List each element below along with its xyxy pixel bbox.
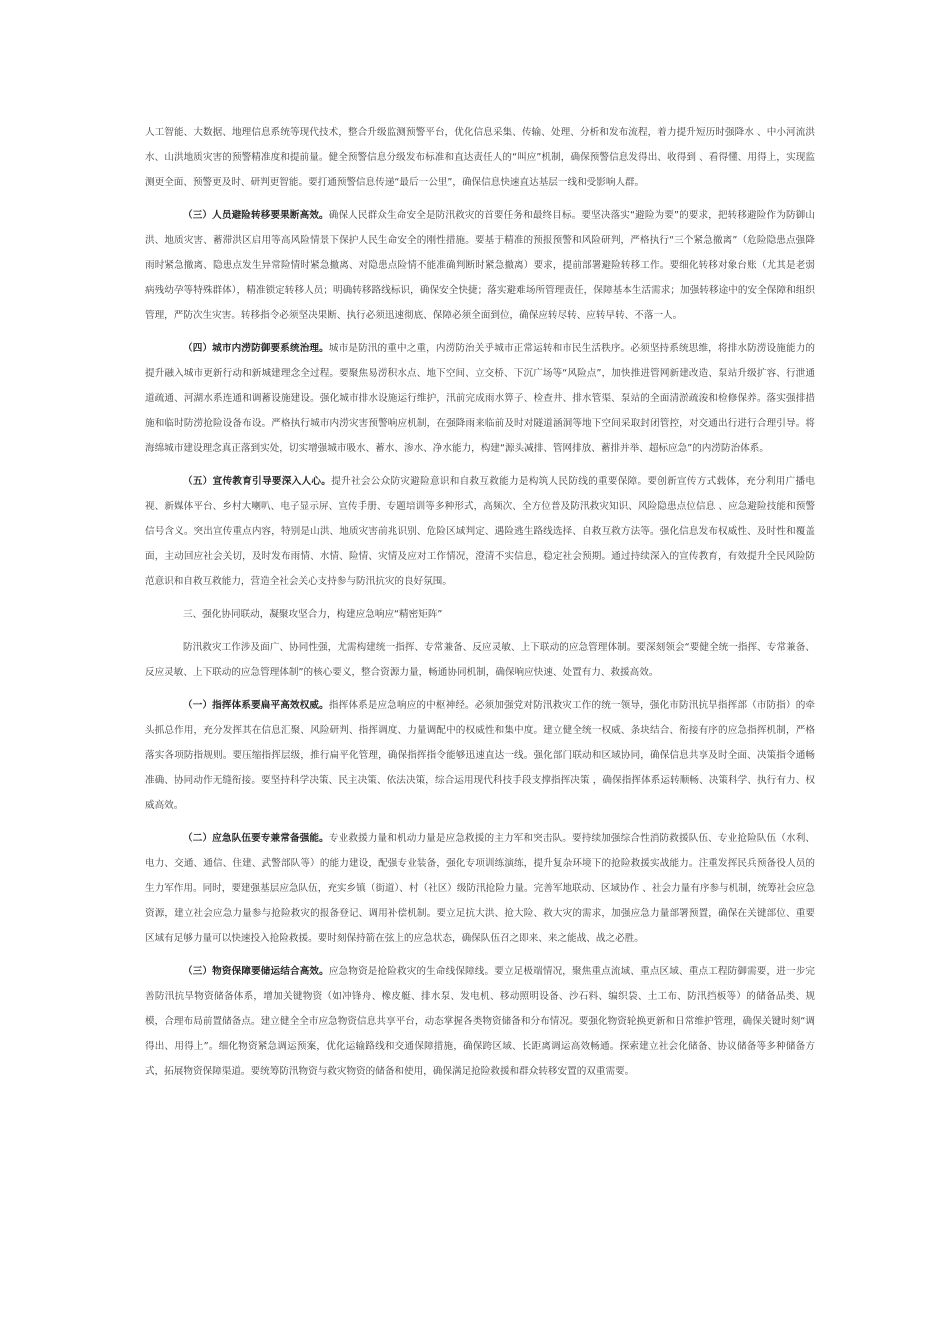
paragraph-lead: （三）人员避险转移要果断高效。 bbox=[183, 210, 329, 221]
paragraph-body: 应急物资是抢险救灾的生命线保障线。要立足极端情况，聚焦重点流域、重点区域、重点工程防御需要，进一步完善防汛抗旱物资储备体系，增加关键物资（如冲锋舟、橡皮艇、排水泵、发电机、移动照明设备、沙石料、编织袋、土工布、防汛挡板等）的储备品类、规模，合理布局前置储备点。建立健全全市应急物资信息共享平台，动态掌握各类物资储备和分布情况。要强化物资轮换更新和日常维护管理，确保关键时刻“调得出、用得上”。细化物资紧急调运预案，优化运输路线和交通保障措施，确保跨区域、长距离调运高效畅通。探索建立社会化储备、协议储备等多种储备方式，拓展物资保障渠道。要统筹防汛物资与救灾物资的储备和使用，确保满足抢险救援和群众转移安置的双重需要。 bbox=[145, 966, 816, 1077]
paragraph-lead: （一）指挥体系要扁平高效权威。 bbox=[183, 700, 329, 711]
paragraph-material-support bbox=[145, 959, 815, 1084]
paragraph-lead: （四）城市内涝防御要系统治理。 bbox=[183, 343, 329, 354]
paragraph-urban-waterlogging bbox=[145, 336, 815, 461]
paragraph-lead: （三）物资保障要储运结合高效。 bbox=[183, 966, 329, 977]
paragraph-lead: （二）应急队伍要专兼常备强能。 bbox=[183, 833, 329, 844]
section-heading: 三、强化协同联动，凝聚攻坚合力，构建应急响应“精密矩阵” bbox=[183, 609, 443, 620]
paragraph-emergency-teams bbox=[145, 826, 815, 951]
document-page bbox=[145, 120, 815, 1084]
paragraph-command-system bbox=[145, 693, 815, 818]
paragraph-body: 确保人民群众生命安全是防汛救灾的首要任务和最终目标。要坚决落实“避险为要”的要求，把转移避险作为防御山洪、地质灾害、蓄滞洪区启用等高风险情景下保护人民生命安全的刚性措施。要基于精准的预报预警和风险研判，严格执行“三个紧急撤离”（危险隐患点强降雨时紧急撤离、隐患点发生异常险情时紧急撤离、对隐患点险情不能准确判断时紧急撤离）要求，提前部署避险转移工作。要细化转移对象台账（尤其是老弱病残幼孕等特殊群体），精准锁定转移人员；明确转移路线标识，确保安全快捷；落实避难场所管理责任，保障基本生活需求；加强转移途中的安全保障和组织管理，严防次生灾害。转移指令必须坚决果断、执行必须迅速彻底、保障必须全面到位，确保应转尽转、应转早转、不落一人。 bbox=[145, 210, 815, 321]
section-intro-paragraph: 防汛救灾工作涉及面广、协同性强，尤需构建统一指挥、专常兼备、反应灵敏、上下联动的应急管理体制。要深刻领会“要健全统一指挥、专常兼备、反应灵敏、上下联动的应急管理体制”的核心要义，整合资源力量，畅通协同机制，确保响应快速、处置有力、救援高效。 bbox=[145, 642, 815, 678]
paragraph-evacuation bbox=[145, 203, 815, 328]
paragraph-publicity-education bbox=[145, 469, 815, 594]
intro-paragraph: 人工智能、大数据、地理信息系统等现代技术，整合升级监测预警平台，优化信息采集、传输、处理、分析和发布流程，着力提升短历时强降水 、中小河流洪水、山洪地质灾害的预警精准度和提前量。健全预警信息分级发布标准和直达责任人的“叫应”机制，确保预警信息发得出、收得到 、看得懂、用得上，实现监测更全面、预警更及时、研判更智能。要打通预警信息传递“最后一公里”，确保信息快速直达基层一线和受影响人群。 bbox=[145, 127, 815, 188]
paragraph-body: 专业救援力量和机动力量是应急救援的主力军和突击队。要持续加强综合性消防救援队伍、专业抢险队伍（水利、电力、交通、通信、住建、武警部队等）的能力建设，配强专业装备，强化专项训练演练，提升复杂环境下的抢险救援实战能力。注重发挥民兵预备役人员的生力军作用。同时，要建强基层应急队伍，充实乡镇（街道）、村（社区）级防汛抢险力量。完善军地联动、区域协作 、社会力量有序参与机制，统筹社会应急资源，建立社会应急力量参与抢险救灾的报备登记、调用补偿机制。要立足抗大洪、抢大险、救大灾的需求，加强应急力量部署预置，确保在关键部位、重要区域有足够力量可以快速投入抢险救援。要时刻保持箭在弦上的应急状态，确保队伍召之即来、来之能战、战之必胜。 bbox=[145, 833, 816, 944]
paragraph-lead: （五）宣传教育引导要深入人心。 bbox=[183, 476, 332, 487]
paragraph-body: 提升社会公众防灾避险意识和自救互救能力是构筑人民防线的重要保障。要创新宣传方式载体，充分利用广播电视、新媒体平台、乡村大喇叭、电子显示屏、宣传手册、专题培训等多种形式，高频次、全方位普及防汛救灾知识、风险隐患点位信息 、应急避险技能和预警信号含义。突出宣传重点内容，特别是山洪、地质灾害前兆识别、危险区域判定、遇险逃生路线选择、自救互救方法等。强化信息发布权威性、及时性和覆盖面，主动回应社会关切，及时发布雨情、水情、险情、灾情及应对工作情况，澄清不实信息，稳定社会预期。通过持续深入的宣传教育，有效提升全民风险防范意识和自救互救能力，营造全社会关心支持参与防汛抗灾的良好氛围。 bbox=[145, 476, 816, 587]
paragraph-body: 城市是防汛的重中之重，内涝防治关乎城市正常运转和市民生活秩序。必须坚持系统思维，将排水防涝设施能力的提升融入城市更新行动和新城建理念全过程。要聚焦易涝积水点、地下空间、立交桥、下沉广场等“风险点”，加快推进管网新建改造、泵站升级扩容、行泄通道疏通、河湖水系连通和调蓄设施建设。强化城市排水设施运行维护，汛前完成雨水箅子、检查井、排水管渠、泵站的全面清淤疏浚和检修保养。落实强排措施和临时防涝抢险设备布设。严格执行城市内涝灾害预警响应机制，在强降雨来临前及时对隧道涵洞等地下空间采取封闭管控，对交通出行进行合理引导。将海绵城市建设理念真正落到实处，切实增强城市吸水、蓄水、渗水、净水能力，构建“源头减排、管网排放、蓄排并举、超标应急”的内涝防治体系。 bbox=[145, 343, 816, 454]
paragraph-body: 指挥体系是应急响应的中枢神经。必须加强党对防汛救灾工作的统一领导，强化市防汛抗旱指挥部（市防指）的牵头抓总作用，充分发挥其在信息汇聚、风险研判、指挥调度、力量调配中的权威性和集中度。建立健全统一权威、条块结合、衔接有序的应急指挥机制，严格落实各项防指规则。要压缩指挥层级，推行扁平化管理，确保指挥指令能够迅速直达一线。强化部门联动和区域协同，确保信息共享及时全面、决策指令通畅准确、协同动作无缝衔接。要坚持科学决策、民主决策、依法决策，综合运用现代科技手段支撑指挥决策 ，确保指挥体系运转顺畅、决策科学、执行有力、权威高效。 bbox=[145, 700, 816, 811]
